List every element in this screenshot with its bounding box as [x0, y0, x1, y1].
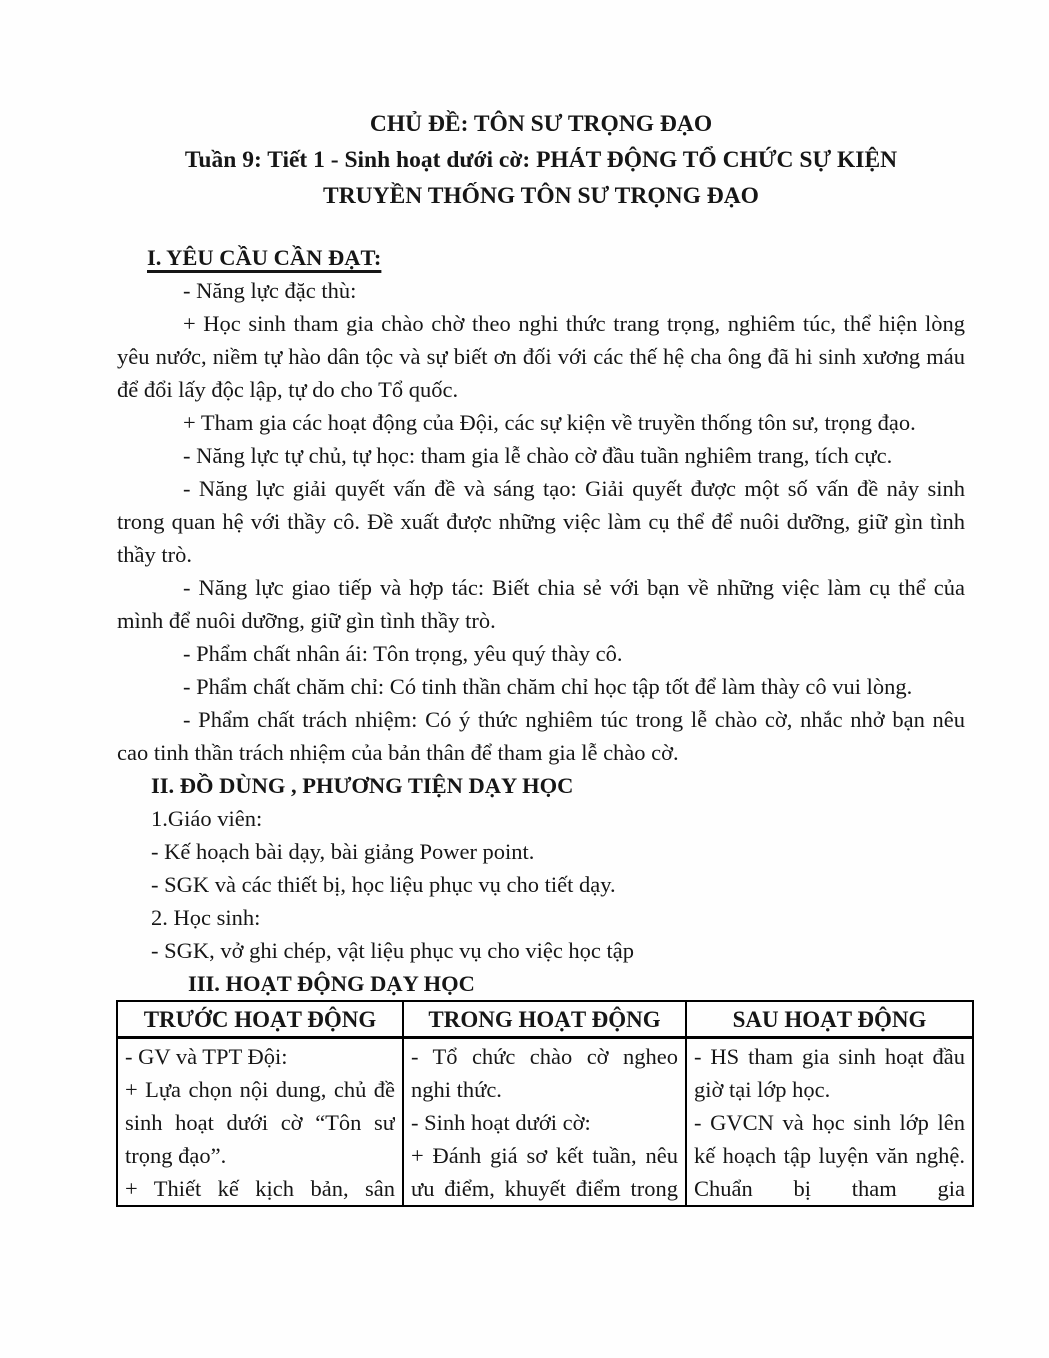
cell-paragraph: - GVCN và học sinh lớp lên kế hoạch tập luyện văn nghệ. Chuẩn bị tham gia — [694, 1110, 965, 1201]
cell-paragraph: - Sinh hoạt dưới cờ: — [411, 1110, 591, 1135]
title-line-3: TRUYỀN THỐNG TÔN SƯ TRỌNG ĐẠO — [323, 183, 759, 209]
cell-paragraph: + Đánh giá sơ kết tuần, nêu ưu điểm, khuyết điểm trong — [411, 1143, 678, 1201]
list-item: - Kế hoạch bài dạy, bài giảng Power point. — [151, 839, 535, 864]
document-body — [117, 241, 965, 1207]
paragraph: - Năng lực giao tiếp và hợp tác: Biết chia sẻ với bạn về những việc làm cụ thể của mình để nuôi dưỡng, giữ gìn tình thầy trò. — [117, 575, 965, 633]
paragraph: - Phẩm chất nhân ái: Tôn trọng, yêu quý thày cô. — [183, 641, 623, 666]
table-header-row — [117, 1001, 973, 1038]
paragraph: - Năng lực đặc thù: — [183, 278, 357, 303]
section-1-heading: I. YÊU CẦU CẦN ĐẠT: — [147, 245, 382, 270]
section-3-heading: III. HOẠT ĐỘNG DẠY HỌC — [188, 971, 475, 996]
table-cell-during — [403, 1038, 686, 1207]
document-title — [117, 106, 965, 214]
table-header-during: TRONG HOẠT ĐỘNG — [403, 1001, 686, 1038]
list-item: - SGK và các thiết bị, học liệu phục vụ cho tiết dạy. — [151, 872, 616, 897]
cell-content — [125, 1040, 395, 1205]
cell-content — [694, 1040, 965, 1205]
section-2-heading: II. ĐỒ DÙNG , PHƯƠNG TIỆN DẠY HỌC — [151, 773, 574, 798]
paragraph: + Tham gia các hoạt động của Đội, các sự kiện về truyền thống tôn sư, trọng đạo. — [183, 410, 916, 435]
activity-table — [116, 1000, 974, 1207]
table-cell-before — [117, 1038, 403, 1207]
paragraph: - Phẩm chất trách nhiệm: Có ý thức nghiêm túc trong lễ chào cờ, nhắc nhở bạn nêu cao tinh thần trách nhiệm của bản thân để tham gia lễ chào cờ. — [117, 707, 965, 765]
cell-paragraph: - GV và TPT Đội: — [125, 1044, 288, 1069]
cell-paragraph: + Lựa chọn nội dung, chủ đề sinh hoạt dưới cờ “Tôn sư trọng đạo”. — [125, 1077, 395, 1168]
paragraph: - Năng lực tự chủ, tự học: tham gia lễ chào cờ đầu tuần nghiêm trang, tích cực. — [183, 443, 893, 468]
list-item: 2. Học sinh: — [151, 905, 261, 930]
paragraph: + Học sinh tham gia chào chờ theo nghi thức trang trọng, nghiêm túc, thể hiện lòng yêu nước, niềm tự hào dân tộc và sự biết ơn đối với các thế hệ cha ông đã hi sinh xương máu để đổi lấy độc lập, tự do cho Tổ quốc. — [117, 311, 965, 402]
cell-content — [411, 1040, 678, 1205]
table-header-before: TRƯỚC HOẠT ĐỘNG — [117, 1001, 403, 1038]
paragraph: - Năng lực giải quyết vấn đề và sáng tạo: Giải quyết được một số vấn đề nảy sinh trong quan hệ với thầy cô. Đề xuất được những việc làm cụ thể để nuôi dưỡng, giữ gìn tình thầy trò. — [117, 476, 965, 567]
paragraph: - Phẩm chất chăm chỉ: Có tinh thần chăm chỉ học tập tốt để làm thày cô vui lòng. — [183, 674, 913, 699]
table-row — [117, 1038, 973, 1207]
cell-paragraph: + Thiết kế kịch bản, sân — [125, 1176, 395, 1201]
cell-paragraph: - Tổ chức chào cờ ngheo nghi thức. — [411, 1044, 678, 1102]
list-item: - SGK, vở ghi chép, vật liệu phục vụ cho việc học tập — [151, 938, 635, 963]
list-item: 1.Giáo viên: — [151, 806, 263, 831]
title-line-2: Tuần 9: Tiết 1 - Sinh hoạt dưới cờ: PHÁT ĐỘNG TỔ CHỨC SỰ KIỆN — [184, 147, 898, 173]
cell-paragraph: - HS tham gia sinh hoạt đầu giờ tại lớp học. — [694, 1044, 965, 1102]
table-header-after: SAU HOẠT ĐỘNG — [686, 1001, 973, 1038]
table-cell-after — [686, 1038, 973, 1207]
title-line-1: CHỦ ĐỀ: TÔN SƯ TRỌNG ĐẠO — [369, 111, 713, 137]
